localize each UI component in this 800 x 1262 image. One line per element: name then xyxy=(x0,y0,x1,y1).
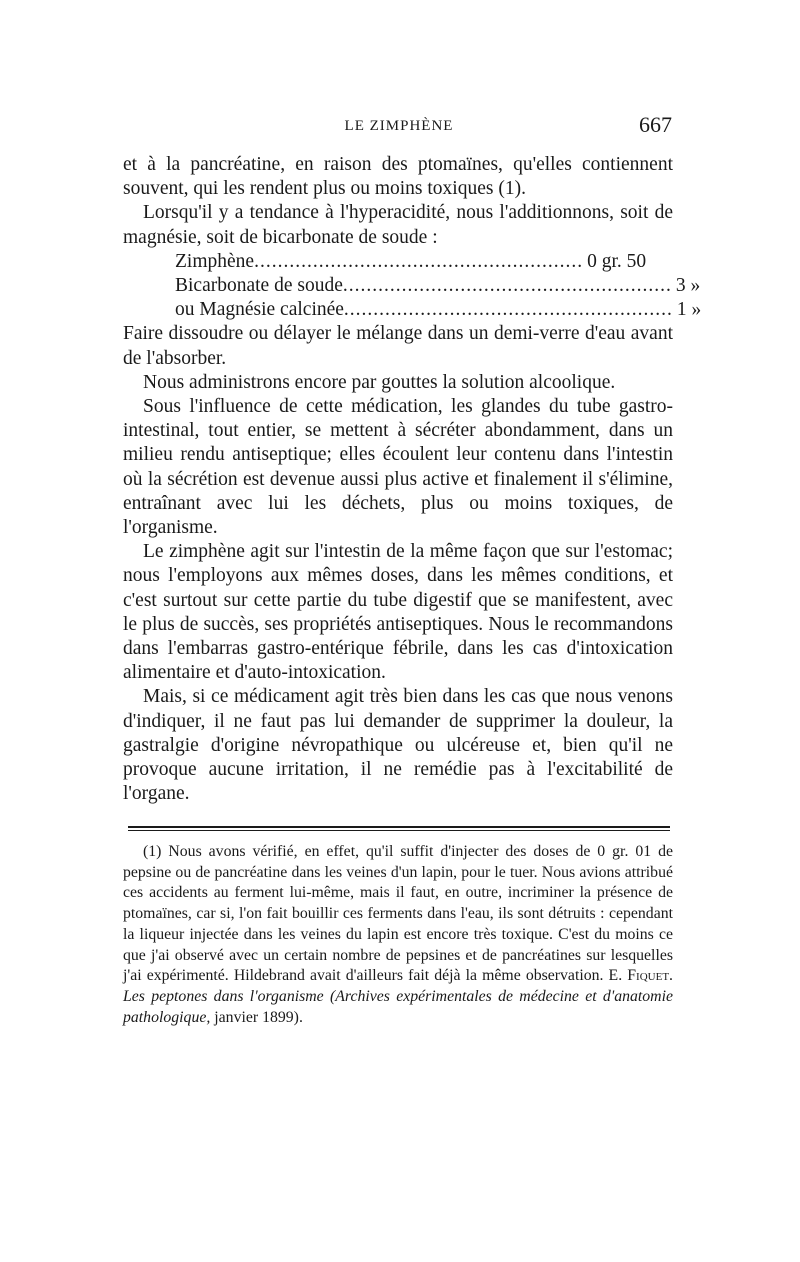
recipe-item: Bicarbonate de soude xyxy=(175,275,343,297)
footnote-text: (1) Nous avons vérifié, en effet, qu'il suffit d'injecter des doses de 0 gr. 01 de pepsine ou de pancréatine dans les veines d'un lapin, pour le tuer. Nous avions attribué ces accidents au ferment lui-même, mais il faut, en outre, incriminer la présence de ptomaïnes, car si, l'on fait bouillir ces ferments dans l'eau, ils sont détruits : cependant la liqueur injectée dans les veines du lapin est encore très toxique. C'est du moins ce que j'ai observé avec un certain nombre de pepsines et de pancréatines sur lesquelles j'ai expérimenté. Hildebrand avait d'ailleurs fait déjà la même observation. E. xyxy=(123,843,673,985)
paragraph: et à la pancréatine, en raison des ptomaïnes, qu'elles contiennent souvent, qui les rendent plus ou moins toxiques (1). xyxy=(123,154,673,200)
paragraph: Sous l'influence de cette médication, les glandes du tube gastro-intestinal, tout entier, se mettent à sécréter abondamment, dans un milieu rendu antiseptique; elles écoulent leur contenu dans l'intestin où la sécrétion est devenue aussi plus active et finalement il s'élimine, entraînant avec lui les déchets, plus ou moins toxiques, de l'organisme. xyxy=(123,396,673,539)
footnote-author: Fiquet. xyxy=(627,967,673,985)
footnote-divider xyxy=(128,826,670,828)
recipe-row xyxy=(175,274,701,298)
leader-dots: ........................................................ xyxy=(343,299,673,321)
paragraph: Mais, si ce médicament agit très bien dans les cas que nous venons d'indiquer, il ne faut pas lui demander de supprimer la douleur, la gastralgie d'origine névropathique ou ulcéreuse et, bien qu'il ne provoque aucune irritation, il ne remédie pas à l'excitabilité de l'organe. xyxy=(123,686,673,805)
footnote xyxy=(123,842,673,1028)
footnote-cited-title: Les peptones dans l'organisme (Archives expérimentales de médecine et d'anatomie pathologique, xyxy=(123,987,673,1026)
running-header xyxy=(126,112,672,142)
recipe-amount: 1 » xyxy=(676,299,702,321)
recipe-amount: 3 » xyxy=(675,275,701,297)
recipe-item: ou Magnésie calcinée xyxy=(175,299,344,321)
recipe-list xyxy=(123,250,702,323)
recipe-item: Zimphène xyxy=(175,250,255,272)
main-text xyxy=(123,153,702,806)
footnote-divider-thin xyxy=(128,830,670,831)
leader-dots: ........................................................ xyxy=(342,275,672,297)
running-title: LE ZIMPHÈNE xyxy=(344,118,454,134)
paragraph: Nous administrons encore par gouttes la solution alcoolique. xyxy=(143,371,616,393)
paragraph: Le zimphène agit sur l'intestin de la même façon que sur l'estomac; nous l'employons aux mêmes doses, dans les mêmes conditions, et c'est surtout sur cette partie du tube digestif que se manifestent, avec le plus de succès, ses propriétés antiseptiques. Nous le recommandons dans l'embarras gastro-entérique fébrile, dans les cas d'intoxication alimentaire et d'auto-intoxication. xyxy=(123,541,673,684)
recipe-row xyxy=(175,250,645,274)
footnote-paragraph xyxy=(123,842,673,1028)
recipe-amount: 0 gr. 50 xyxy=(587,250,647,272)
page-number: 667 xyxy=(639,112,672,137)
paragraph: Lorsqu'il y a tendance à l'hyperacidité, nous l'additionnons, soit de magnésie, soit de bicarbonate de soude : xyxy=(123,202,673,248)
paragraph: Faire dissoudre ou délayer le mélange dans un demi-verre d'eau avant de l'absorber. xyxy=(123,323,673,369)
leader-dots: ........................................................ xyxy=(254,250,584,272)
recipe-row xyxy=(175,298,702,322)
footnote-date: janvier 1899). xyxy=(214,1008,303,1026)
